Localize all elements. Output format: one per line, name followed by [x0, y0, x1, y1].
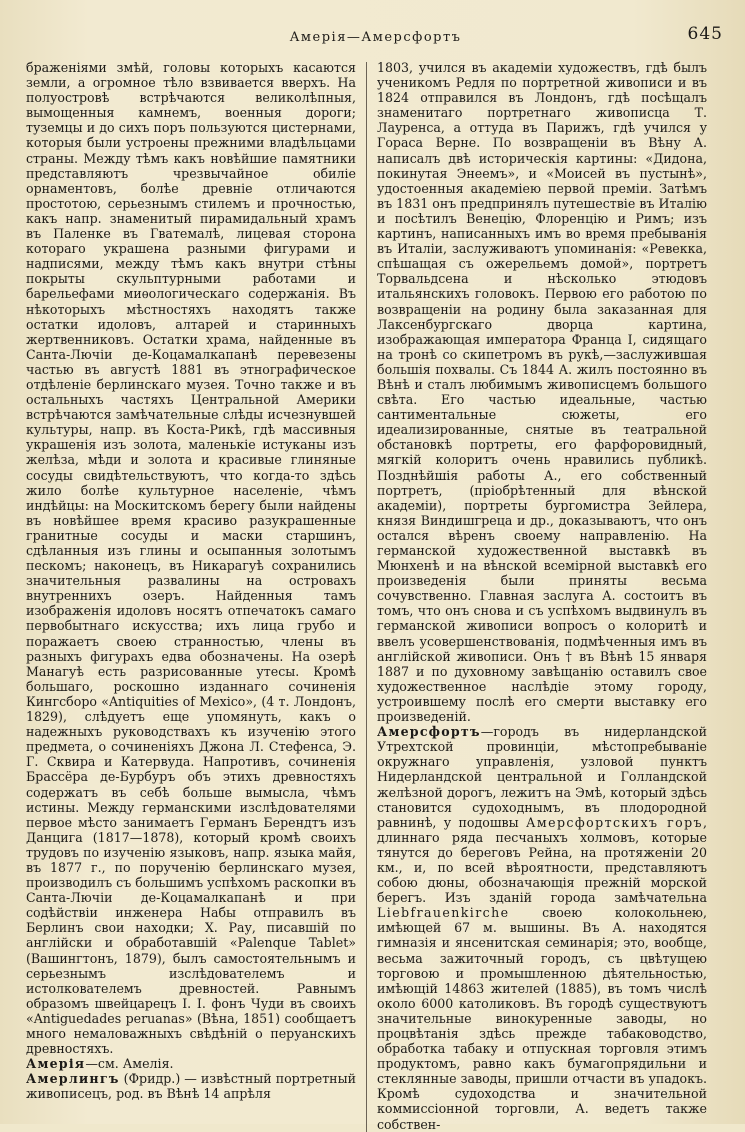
left-column	[26, 60, 366, 1132]
entry-amerling	[26, 1071, 356, 1101]
running-head: Амерія—Амерсфортъ	[289, 30, 462, 45]
page-number: 645	[687, 24, 723, 44]
entry-amerling-text: (Фридр.) — извѣстный портретный живописецъ, род. въ Вѣнѣ 14 апрѣля	[26, 1071, 356, 1102]
amerling-continuation-paragraph: 1803, учился въ академіи художествъ, гдѣ былъ ученикомъ Редля по портретной живописи и въ 1824 отправился въ Лондонъ, гдѣ посѣщалъ знаменитаго портретнаго живописца Т. Лауренса, а оттуда въ Парижъ, гдѣ учился у Гораса Верне. По возвращеніи въ Вѣну А. написалъ двѣ историческія картины: «Дидона, покинутая Энеемъ», и «Моисей въ пустынѣ», удостоенныя академіею первой преміи. Затѣмъ въ 1831 онъ предпринялъ путешествіе въ Италію и посѣтилъ Венецію, Флоренцію и Римъ; изъ картинъ, написанныхъ имъ во время пребыванія въ Италіи, заслуживаютъ упоминанія: «Ревекка, спѣшащая съ ожерельемъ домой», портретъ Торвальдсена и нѣсколько этюдовъ итальянскихъ головокъ. Первою его работою по возвращеніи на родину была заказанная для Лаксенбургскаго дворца картина, изображающая императора Франца I, сидящаго на тронѣ со скипетромъ въ рукѣ,—заслужившая большія похвалы. Съ 1844 А. жилъ постоянно въ Вѣнѣ и сталъ любимымъ живописцемъ большого свѣта. Его частью идеальные, частью сантиментальные сюжеты, его идеализированные, снятые въ театральной обстановкѣ портреты, его фарфоровидный, мягкій колоритъ очень нравились публикѣ. Позднѣйшія работы А., его собственный портретъ, (пріобрѣтенный для вѣнской академіи), портреты бургомистра Зейлера, князя Виндишгреца и др., доказываютъ, что онъ остался вѣренъ своему направленію. На германской художественной выставкѣ въ Мюнхенѣ и на вѣнской всемірной выставкѣ его произведенія были приняты весьма сочувственно. Главная заслуга А. состоитъ въ томъ, что онъ снова и съ успѣхомъ выдвинулъ въ германской живописи вопросъ о колоритѣ и ввелъ усовершенствованія, подмѣченныя имъ въ англійской живописи. Онъ † въ Вѣнѣ 15 января 1887 и по духовному завѣщанію оставилъ свое художественное наслѣдіе этому городу, устроившему послѣ его смерти выставку его произведеній.	[377, 60, 707, 725]
amersfoort-text-1: —городъ въ нидерландской Утрехтской провинціи, мѣстопребываніе окружнаго управленія, узловой пунктъ Нидерландской центральной и Голландской желѣзной дорогъ, лежитъ на Эмѣ, который здѣсь становится судоходнымъ, въ плодородной равнинѣ, у подошвы	[377, 724, 707, 830]
amersfoort-hills-name: Амерсфортскихъ горъ	[525, 814, 703, 830]
right-column	[367, 60, 707, 1132]
liebfrauenkirche-name: Liebfrauenkirche	[377, 905, 510, 921]
entry-ameriya-text: —см. Амелія.	[85, 1056, 174, 1072]
headword-amersfoort: Амерсфортъ	[377, 724, 481, 740]
page-header	[26, 24, 725, 60]
headword-ameriya: Амерія	[26, 1056, 86, 1072]
ancient-america-paragraph: браженіями змѣй, головы которыхъ касаются земли, а огромное тѣло взвивается вверхъ. На полуостровѣ встрѣчаются великолѣпныя, вымощенныя камнемъ, военныя дороги; туземцы и до сихъ поръ пользуются цистернами, которыя были устроены прежними владѣльцами страны. Между тѣмъ какъ новѣйшие памятники представляютъ чрезвычайное обиліе орнаментовъ, болѣе древніе отличаются простотою, серьезнымъ стилемъ и прочностью, какъ напр. знаменитый пирамидальный храмъ въ Паленке въ Гватемалѣ, лицевая сторона котораго украшена разными фигурами и надписями, между тѣмъ какъ внутри стѣны покрыты скульптурными работами и барельефами миѳологическаго содержанія. Въ нѣкоторыхъ мѣстностяхъ находятъ также остатки идоловъ, алтарей и старинныхъ жертвенниковъ. Остатки храма, найденные въ Санта-Лючіи де-Коцамалкапанѣ перевезены частью въ августѣ 1881 въ этнографическое отдѣленіе берлинскаго музея. Точно также и въ остальныхъ частяхъ Центральной Америки встрѣчаются замѣчательные слѣды исчезнувшей культуры, напр. въ Коста-Рикѣ, гдѣ массивныя украшенія изъ золота, маленькіе истуканы изъ желѣза, мѣди и золота и красивые глиняные сосуды свидѣтельствуютъ, что когда-то здѣсь жило болѣе культурное населеніе, чѣмъ индѣйцы: на Москитскомъ берегу были найдены въ новѣйшее время красиво разукрашенные гранитные сосуды и маски старшинъ, сдѣланныя изъ глины и осыпанныя золотымъ пескомъ; наконецъ, въ Никарагуѣ сохранились значительныя развалины на островахъ внутреннихъ озеръ. Найденныя тамъ изображенія идоловъ носятъ отпечатокъ самаго первобытнаго искусства; ихъ лица грубо и поражаетъ своею странностью, члены въ разныхъ фигурахъ едва обозначены. На озерѣ Манагуѣ есть разрисованные утесы. Кромѣ большаго, роскошно изданнаго сочиненія Кингсборо «Antiquities of Mexico», (4 т. Лондонъ, 1829), слѣдуетъ еще упомянуть, какъ о надежныхъ руководствахъ къ изученію этого предмета, о сочиненіяхъ Джона Л. Стефенса, Э. Г. Сквира и Катервуда. Напротивъ, сочиненія Брассёра де-Бурбуръ объ этихъ древностяхъ содержатъ въ себѣ больше вымысла, чѣмъ истины. Между германскими изслѣдователями первое мѣсто занимаетъ Германъ Берендтъ изъ Данцига (1817—1878), который кромѣ своихъ трудовъ по изученію языковъ, напр. языка майя, въ 1877 г., по порученію берлинскаго музея, производилъ съ большимъ успѣхомъ раскопки въ Санта-Лючіи де-Коцамалкапанѣ и при содѣйствіи инженера Набы отправилъ въ Берлинъ свои находки; Х. Рау, писавшій по англійски и обработавшій «Palenque Tablet» (Вашингтонъ, 1879), былъ самостоятельнымъ и серьезнымъ изслѣдователемъ и истолкователемъ древностей. Равнымъ образомъ швейцарецъ І. І. фонъ Чуди въ своихъ «Antiguedades peruanas» (Вѣна, 1851) сообщаетъ много немаловажныхъ свѣдѣній о перуанскихъ древностяхъ.	[26, 60, 356, 1057]
amersfoort-text-2: , длиннаго ряда песчаныхъ холмовъ, которые тянутся до береговъ Рейна, на протяженіи 20 км., и, по всей вѣроятности, представляютъ собою дюны, обозначающія прежній морской берегъ. Изъ зданій города замѣчательна	[377, 814, 707, 906]
entry-ameriya	[26, 1056, 356, 1071]
entry-amersfoort	[377, 724, 707, 1132]
amersfoort-text-3: своею колокольнею, имѣющей 67 м. вышины. Въ А. находятся гимназія и янсенитская семинарія; это, вообще, весьма зажиточный городъ, съ цвѣтущею торговою и промышленною дѣятельностью, имѣющій 14863 жителей (1885), въ томъ числѣ около 6000 католиковъ. Въ городѣ существуютъ значительные винокуренные заводы, но процвѣтанія здѣсь прежде табаководство, обработка табаку и отпускная торговля этимъ продуктомъ, равно какъ бумагопрядильни и стеклянные заводы, пришли отчасти въ упадокъ. Кромѣ судоходства и значительной коммиссіонной торговли, А. ведетъ также собствен-	[377, 905, 707, 1132]
headword-amerling: Амерлингъ	[26, 1071, 120, 1087]
text-columns	[26, 60, 725, 1132]
